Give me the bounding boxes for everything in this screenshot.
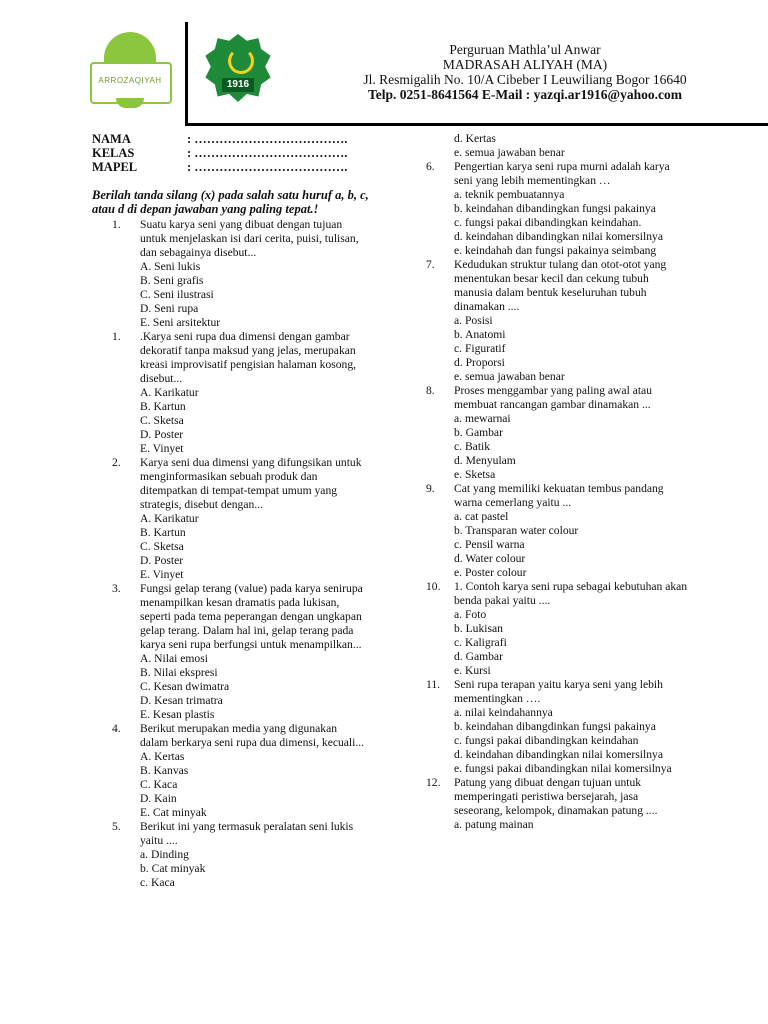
answer-option[interactable]: C. Seni ilustrasi — [140, 288, 214, 301]
question-text: Karya seni dua dimensi yang difungsikan untuk menginformasikan sebuah produk dan ditempatkan di tempat-tempat umum yang strategis, disebut dengan... — [140, 456, 362, 511]
question-number: 12. — [426, 776, 441, 789]
logo-leaf-shape — [116, 98, 144, 108]
answer-option[interactable]: e. Sketsa — [454, 468, 496, 481]
answer-option[interactable]: b. Lukisan — [454, 622, 503, 635]
answer-options — [140, 386, 367, 456]
answer-option[interactable]: b. Transparan water colour — [454, 524, 579, 537]
answer-option[interactable]: D. Seni rupa — [140, 302, 199, 315]
answer-option[interactable]: A. Karikatur — [140, 386, 199, 399]
question-number: 5. — [112, 820, 121, 833]
answer-option[interactable]: b. Anatomi — [454, 328, 506, 341]
answer-option[interactable]: D. Poster — [140, 554, 184, 567]
school-foundation: Perguruan Mathla’ul Anwar — [449, 42, 601, 57]
answer-option[interactable]: a. Posisi — [454, 314, 493, 327]
logo-text: ARROZAQIYAH — [98, 76, 162, 85]
question-text: Kedudukan struktur tulang dan otot-otot yang menentukan besar kecil dan cekung tubuh manusia dalam bentuk keseluruhan tubuh dinamakan .... — [454, 258, 667, 313]
emblem-crescent-icon — [228, 48, 254, 74]
answer-option[interactable]: e. semua jawaban benar — [454, 370, 565, 383]
answer-option[interactable]: b. Cat minyak — [140, 862, 206, 875]
question-text: Cat yang memiliki kekuatan tembus pandang warna cemerlang yaitu ... — [454, 482, 664, 509]
question-text: Pengertian karya seni rupa murni adalah karya seni yang lebih mementingkan … — [454, 160, 670, 187]
question-number: 1. — [112, 218, 121, 231]
question-item — [112, 722, 367, 820]
question-item — [112, 218, 367, 330]
question-text: Suatu karya seni yang dibuat dengan tujuan untuk menjelaskan isi dari cerita, puisi, tulisan, dan sebagainya disebut... — [140, 218, 359, 259]
question-number: 2. — [112, 456, 121, 469]
question-text: Fungsi gelap terang (value) pada karya senirupa menampilkan kesan dramatis pada lukisan, seperti pada tema peperangan dengan ungkapan gelap terang. Dalam hal ini, gelap terang pada karya seni rupa berfungsi untuk menampilkan... — [140, 582, 363, 651]
identity-blank: : ………………………………. — [187, 146, 348, 160]
answer-option[interactable]: c. fungsi pakai dibandingkan keindahan. — [454, 216, 642, 229]
answer-option[interactable]: a. Dinding — [140, 848, 189, 861]
question-text: Berikut merupakan media yang digunakan dalam berkarya seni rupa dua dimensi, kecuali... — [140, 722, 365, 749]
answer-options — [140, 260, 367, 330]
question-text: Patung yang dibuat dengan tujuan untuk memperingati peristiwa bersejarah, jasa seseorang, kelompok, dinamakan patung .... — [454, 776, 658, 817]
answer-option[interactable]: d. keindahan dibandingkan nilai komersilnya — [454, 748, 663, 761]
answer-option[interactable]: E. Seni arsitektur — [140, 316, 221, 329]
answer-option[interactable]: d. keindahan dibandingkan nilai komersilnya — [454, 230, 663, 243]
question-item — [112, 582, 367, 722]
question-item — [112, 456, 367, 582]
question-item — [426, 776, 688, 832]
question-number: 7. — [426, 258, 435, 271]
answer-options — [140, 652, 367, 722]
question-item — [426, 482, 688, 580]
answer-option[interactable]: c. fungsi pakai dibandingkan keindahan — [454, 734, 639, 747]
answer-options — [140, 512, 367, 582]
answer-option[interactable]: B. Kanvas — [140, 764, 189, 777]
answer-option[interactable]: B. Seni grafis — [140, 274, 204, 287]
emblem-year: 1916 — [222, 78, 254, 92]
answer-option[interactable]: e. keindahah dan fungsi pakainya seimbang — [454, 244, 657, 257]
identity-label: KELAS — [92, 146, 135, 160]
identity-label: MAPEL — [92, 160, 138, 174]
answer-option[interactable]: D. Kesan trimatra — [140, 694, 223, 707]
answer-option[interactable]: a. nilai keindahannya — [454, 706, 553, 719]
answer-option[interactable]: b. keindahan dibandingkan fungsi pakainya — [454, 202, 656, 215]
school-info — [300, 42, 750, 102]
arrozaqiyah-logo — [86, 32, 174, 114]
answer-option[interactable]: d. Menyulam — [454, 454, 516, 467]
answer-options — [454, 510, 688, 580]
mathlaul-anwar-emblem — [200, 34, 276, 106]
answer-option[interactable]: E. Vinyet — [140, 442, 184, 455]
answer-option[interactable]: b. Gambar — [454, 426, 503, 439]
identity-row-kelas — [92, 146, 347, 160]
question-item — [112, 820, 367, 890]
answer-options — [454, 314, 688, 384]
header-divider-horizontal — [185, 123, 768, 126]
identity-label: NAMA — [92, 132, 131, 146]
answer-option[interactable]: B. Nilai ekspresi — [140, 666, 218, 679]
question-text: Seni rupa terapan yaitu karya seni yang lebih mementingkan …. — [454, 678, 663, 705]
question-item — [426, 258, 688, 384]
questions-left-column — [112, 218, 367, 890]
question-number: 9. — [426, 482, 435, 495]
questions-right-column — [426, 132, 688, 832]
answer-option[interactable]: e. semua jawaban benar — [454, 146, 565, 159]
answer-option[interactable]: c. Kaligrafi — [454, 636, 507, 649]
answer-options — [454, 412, 688, 482]
answer-option[interactable]: C. Sketsa — [140, 414, 184, 427]
answer-option[interactable]: d. Gambar — [454, 650, 503, 663]
question-text: .Karya seni rupa dua dimensi dengan gambar dekoratif tanpa maksud yang jelas, merupakan kreasi improvisatif pengisian halaman kosong, disebut... — [140, 330, 357, 385]
answer-option[interactable]: C. Kaca — [140, 778, 178, 791]
question-number: 6. — [426, 160, 435, 173]
identity-blank: : ………………………………. — [187, 160, 348, 174]
answer-option[interactable]: D. Kain — [140, 792, 177, 805]
identity-blank: : ………………………………. — [187, 132, 348, 146]
school-contact: Telp. 0251-8641564 E-Mail : yazqi.ar1916@yahoo.com — [368, 87, 682, 102]
answer-option[interactable]: A. Kertas — [140, 750, 185, 763]
answer-option[interactable]: C. Kesan dwimatra — [140, 680, 230, 693]
answer-option[interactable]: e. Kursi — [454, 664, 491, 677]
answer-option[interactable]: e. fungsi pakai dibandingkan nilai komersilnya — [454, 762, 672, 775]
answer-options — [140, 750, 367, 820]
question-item — [426, 580, 688, 678]
answer-option[interactable]: c. Figuratif — [454, 342, 506, 355]
answer-option[interactable]: A. Nilai emosi — [140, 652, 208, 665]
question-number: 8. — [426, 384, 435, 397]
question-number: 3. — [112, 582, 121, 595]
question-item — [426, 160, 688, 258]
instruction-text: Berilah tanda silang (x) pada salah satu huruf a, b, c, atau d di depan jawaban yang paling tepat.! — [92, 188, 369, 216]
answer-option[interactable]: d. Proporsi — [454, 356, 505, 369]
answer-option[interactable]: E. Kesan plastis — [140, 708, 215, 721]
identity-row-nama — [92, 132, 347, 146]
answer-option[interactable]: C. Sketsa — [140, 540, 184, 553]
answer-option[interactable]: B. Kartun — [140, 400, 186, 413]
answer-option[interactable]: a. Foto — [454, 608, 487, 621]
answer-option[interactable]: B. Kartun — [140, 526, 186, 539]
student-identity — [92, 132, 347, 174]
question-number: 4. — [112, 722, 121, 735]
school-address: Jl. Resmigalih No. 10/A Cibeber I Leuwiliang Bogor 16640 — [363, 72, 687, 87]
answer-option[interactable]: c. Kaca — [140, 876, 175, 889]
answer-option[interactable]: c. Pensil warna — [454, 538, 525, 551]
answer-option[interactable]: a. patung mainan — [454, 818, 534, 831]
header-divider-vertical — [185, 22, 188, 125]
answer-option[interactable]: c. Batik — [454, 440, 491, 453]
answer-option[interactable]: b. keindahan dibangdinkan fungsi pakainya — [454, 720, 656, 733]
question-text: Proses menggambar yang paling awal atau membuat rancangan gambar dinamakan ... — [454, 384, 652, 411]
answer-options — [454, 188, 688, 258]
answer-option[interactable]: A. Seni lukis — [140, 260, 201, 273]
answer-option[interactable]: D. Poster — [140, 428, 184, 441]
identity-row-mapel — [92, 160, 347, 174]
answer-option[interactable]: a. teknik pembuatannya — [454, 188, 565, 201]
answer-option[interactable]: A. Karikatur — [140, 512, 199, 525]
answer-options — [140, 848, 367, 890]
logo-dome-shape — [104, 32, 156, 62]
answer-option[interactable]: E. Cat minyak — [140, 806, 207, 819]
answer-option[interactable]: E. Vinyet — [140, 568, 184, 581]
answer-options — [454, 818, 688, 832]
question-number: 10. — [426, 580, 441, 593]
answer-option[interactable]: e. Poster colour — [454, 566, 527, 579]
answer-option[interactable]: d. Kertas — [454, 132, 496, 145]
answer-option[interactable]: d. Water colour — [454, 552, 526, 565]
question-number: 11. — [426, 678, 441, 691]
answer-option[interactable]: a. cat pastel — [454, 510, 509, 523]
answer-options — [454, 706, 688, 776]
answer-option[interactable]: a. mewarnai — [454, 412, 511, 425]
question-text: Berikut ini yang termasuk peralatan seni lukis yaitu .... — [140, 820, 354, 847]
letterhead — [0, 0, 768, 125]
question-item — [426, 678, 688, 776]
question-text: 1. Contoh karya seni rupa sebagai kebutuhan akan benda pakai yaitu .... — [454, 580, 688, 607]
school-name: MADRASAH ALIYAH (MA) — [442, 57, 608, 72]
question-item — [426, 384, 688, 482]
question-item — [112, 330, 367, 456]
answer-options — [454, 608, 688, 678]
question-number: 1. — [112, 330, 121, 343]
